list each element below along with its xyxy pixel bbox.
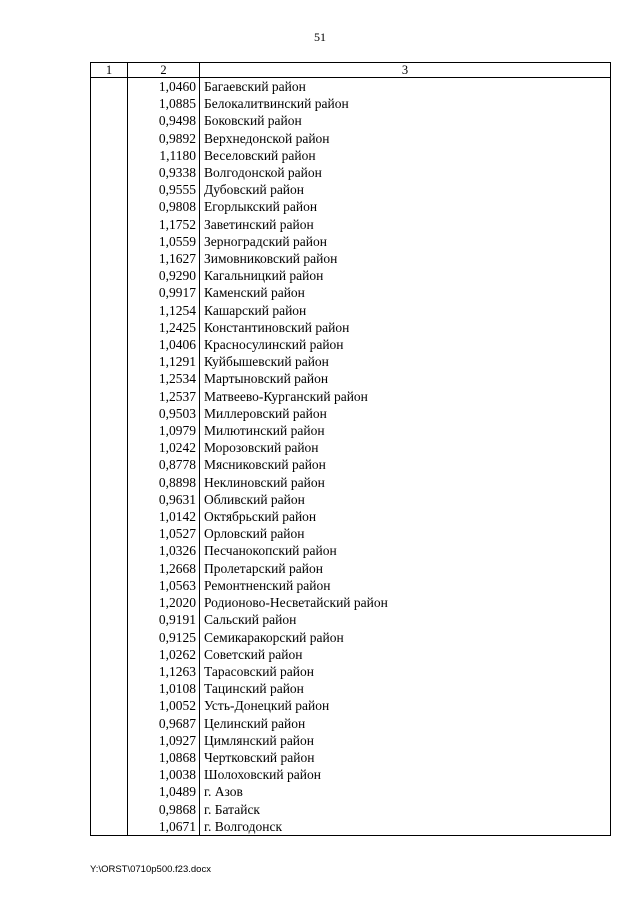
table-row bbox=[91, 646, 611, 663]
table-row bbox=[91, 95, 611, 112]
cell-index bbox=[91, 491, 128, 508]
cell-coefficient: 1,0262 bbox=[128, 646, 200, 663]
cell-municipality-name: Багаевский район bbox=[200, 78, 611, 96]
cell-municipality-name: Зимовниковский район bbox=[200, 250, 611, 267]
cell-index bbox=[91, 577, 128, 594]
cell-municipality-name: Ремонтненский район bbox=[200, 577, 611, 594]
table-row bbox=[91, 233, 611, 250]
cell-municipality-name: Орловский район bbox=[200, 525, 611, 542]
cell-municipality-name: Сальский район bbox=[200, 611, 611, 628]
cell-coefficient: 1,0868 bbox=[128, 749, 200, 766]
cell-index bbox=[91, 697, 128, 714]
table-row bbox=[91, 525, 611, 542]
cell-index bbox=[91, 216, 128, 233]
cell-coefficient: 1,1180 bbox=[128, 147, 200, 164]
column-header-3: 3 bbox=[200, 63, 611, 78]
cell-coefficient: 1,1254 bbox=[128, 302, 200, 319]
cell-index bbox=[91, 267, 128, 284]
cell-coefficient: 1,0927 bbox=[128, 732, 200, 749]
cell-municipality-name: Цимлянский район bbox=[200, 732, 611, 749]
cell-coefficient: 1,0559 bbox=[128, 233, 200, 250]
cell-index bbox=[91, 663, 128, 680]
cell-index bbox=[91, 680, 128, 697]
cell-municipality-name: Куйбышевский район bbox=[200, 353, 611, 370]
cell-municipality-name: Чертковский район bbox=[200, 749, 611, 766]
cell-municipality-name: Родионово-Несветайский район bbox=[200, 594, 611, 611]
cell-municipality-name: Верхнедонской район bbox=[200, 130, 611, 147]
cell-municipality-name: Кагальницкий район bbox=[200, 267, 611, 284]
table-row bbox=[91, 801, 611, 818]
cell-index bbox=[91, 164, 128, 181]
table-row bbox=[91, 284, 611, 301]
table-row bbox=[91, 577, 611, 594]
table-row bbox=[91, 267, 611, 284]
cell-coefficient: 0,9125 bbox=[128, 629, 200, 646]
cell-coefficient: 0,9917 bbox=[128, 284, 200, 301]
cell-municipality-name: Белокалитвинский район bbox=[200, 95, 611, 112]
cell-index bbox=[91, 405, 128, 422]
table-row bbox=[91, 456, 611, 473]
cell-coefficient: 1,0885 bbox=[128, 95, 200, 112]
column-header-1: 1 bbox=[91, 63, 128, 78]
cell-index bbox=[91, 78, 128, 96]
cell-municipality-name: Семикаракорский район bbox=[200, 629, 611, 646]
cell-index bbox=[91, 646, 128, 663]
cell-index bbox=[91, 542, 128, 559]
cell-coefficient: 1,1263 bbox=[128, 663, 200, 680]
table-row bbox=[91, 439, 611, 456]
cell-index bbox=[91, 319, 128, 336]
cell-coefficient: 0,9808 bbox=[128, 198, 200, 215]
column-header-2: 2 bbox=[128, 63, 200, 78]
cell-index bbox=[91, 422, 128, 439]
cell-index bbox=[91, 766, 128, 783]
cell-index bbox=[91, 388, 128, 405]
cell-index bbox=[91, 353, 128, 370]
cell-index bbox=[91, 594, 128, 611]
cell-index bbox=[91, 783, 128, 800]
cell-municipality-name: Боковский район bbox=[200, 112, 611, 129]
table-row bbox=[91, 783, 611, 800]
cell-coefficient: 1,0242 bbox=[128, 439, 200, 456]
cell-municipality-name: Усть-Донецкий район bbox=[200, 697, 611, 714]
cell-municipality-name: Неклиновский район bbox=[200, 474, 611, 491]
table-row bbox=[91, 353, 611, 370]
cell-index bbox=[91, 508, 128, 525]
table-row bbox=[91, 319, 611, 336]
cell-coefficient: 1,0108 bbox=[128, 680, 200, 697]
cell-coefficient: 1,2534 bbox=[128, 370, 200, 387]
cell-index bbox=[91, 611, 128, 628]
cell-index bbox=[91, 112, 128, 129]
cell-coefficient: 1,0460 bbox=[128, 78, 200, 96]
table-row bbox=[91, 663, 611, 680]
table-row bbox=[91, 491, 611, 508]
table-row bbox=[91, 302, 611, 319]
cell-index bbox=[91, 629, 128, 646]
cell-index bbox=[91, 284, 128, 301]
cell-coefficient: 0,9191 bbox=[128, 611, 200, 628]
cell-coefficient: 1,2425 bbox=[128, 319, 200, 336]
cell-index bbox=[91, 370, 128, 387]
cell-coefficient: 0,8778 bbox=[128, 456, 200, 473]
cell-municipality-name: Мартыновский район bbox=[200, 370, 611, 387]
cell-index bbox=[91, 801, 128, 818]
table-row bbox=[91, 629, 611, 646]
cell-municipality-name: Веселовский район bbox=[200, 147, 611, 164]
table-row bbox=[91, 130, 611, 147]
cell-coefficient: 0,9892 bbox=[128, 130, 200, 147]
table-row bbox=[91, 560, 611, 577]
table-row bbox=[91, 474, 611, 491]
document-file-path: Y:\ORST\0710p500.f23.docx bbox=[90, 864, 211, 875]
table-row bbox=[91, 749, 611, 766]
cell-index bbox=[91, 198, 128, 215]
cell-index bbox=[91, 147, 128, 164]
cell-municipality-name: Миллеровский район bbox=[200, 405, 611, 422]
cell-index bbox=[91, 732, 128, 749]
cell-coefficient: 1,2537 bbox=[128, 388, 200, 405]
table-row bbox=[91, 611, 611, 628]
cell-index bbox=[91, 715, 128, 732]
cell-coefficient: 1,0671 bbox=[128, 818, 200, 836]
cell-coefficient: 0,9290 bbox=[128, 267, 200, 284]
cell-municipality-name: Тацинский район bbox=[200, 680, 611, 697]
cell-municipality-name: Константиновский район bbox=[200, 319, 611, 336]
cell-coefficient: 0,8898 bbox=[128, 474, 200, 491]
table-row bbox=[91, 112, 611, 129]
table-header-row bbox=[91, 63, 611, 78]
cell-index bbox=[91, 560, 128, 577]
table-row bbox=[91, 818, 611, 836]
cell-municipality-name: Пролетарский район bbox=[200, 560, 611, 577]
cell-index bbox=[91, 336, 128, 353]
coefficients-table bbox=[90, 62, 611, 836]
cell-index bbox=[91, 250, 128, 267]
table-row bbox=[91, 594, 611, 611]
cell-coefficient: 1,1627 bbox=[128, 250, 200, 267]
cell-municipality-name: Дубовский район bbox=[200, 181, 611, 198]
cell-coefficient: 1,2020 bbox=[128, 594, 200, 611]
cell-index bbox=[91, 818, 128, 836]
cell-coefficient: 1,2668 bbox=[128, 560, 200, 577]
cell-municipality-name: Морозовский район bbox=[200, 439, 611, 456]
cell-municipality-name: Каменский район bbox=[200, 284, 611, 301]
cell-municipality-name: Милютинский район bbox=[200, 422, 611, 439]
cell-index bbox=[91, 749, 128, 766]
cell-coefficient: 1,0052 bbox=[128, 697, 200, 714]
cell-coefficient: 0,9555 bbox=[128, 181, 200, 198]
cell-municipality-name: г. Азов bbox=[200, 783, 611, 800]
cell-municipality-name: Зерноградский район bbox=[200, 233, 611, 250]
table-row bbox=[91, 715, 611, 732]
table-row bbox=[91, 336, 611, 353]
cell-coefficient: 1,0142 bbox=[128, 508, 200, 525]
cell-coefficient: 1,1291 bbox=[128, 353, 200, 370]
table-row bbox=[91, 732, 611, 749]
cell-coefficient: 1,0326 bbox=[128, 542, 200, 559]
table-row bbox=[91, 680, 611, 697]
cell-coefficient: 0,9503 bbox=[128, 405, 200, 422]
cell-municipality-name: Целинский район bbox=[200, 715, 611, 732]
cell-coefficient: 1,0406 bbox=[128, 336, 200, 353]
table-row bbox=[91, 181, 611, 198]
cell-municipality-name: Егорлыкский район bbox=[200, 198, 611, 215]
table-row bbox=[91, 370, 611, 387]
table-row bbox=[91, 216, 611, 233]
cell-coefficient: 0,9687 bbox=[128, 715, 200, 732]
cell-coefficient: 0,9338 bbox=[128, 164, 200, 181]
cell-municipality-name: Советский район bbox=[200, 646, 611, 663]
cell-municipality-name: Тарасовский район bbox=[200, 663, 611, 680]
cell-municipality-name: Матвеево-Курганский район bbox=[200, 388, 611, 405]
table-row bbox=[91, 198, 611, 215]
table-row bbox=[91, 405, 611, 422]
cell-municipality-name: Песчанокопский район bbox=[200, 542, 611, 559]
cell-coefficient: 0,9498 bbox=[128, 112, 200, 129]
cell-municipality-name: Кашарский район bbox=[200, 302, 611, 319]
cell-municipality-name: Октябрьский район bbox=[200, 508, 611, 525]
cell-municipality-name: г. Батайск bbox=[200, 801, 611, 818]
table-row bbox=[91, 697, 611, 714]
cell-municipality-name: Волгодонской район bbox=[200, 164, 611, 181]
cell-municipality-name: Заветинский район bbox=[200, 216, 611, 233]
table-row bbox=[91, 78, 611, 96]
cell-coefficient: 1,0489 bbox=[128, 783, 200, 800]
cell-index bbox=[91, 456, 128, 473]
cell-municipality-name: Красносулинский район bbox=[200, 336, 611, 353]
cell-index bbox=[91, 130, 128, 147]
cell-index bbox=[91, 95, 128, 112]
cell-index bbox=[91, 302, 128, 319]
cell-index bbox=[91, 525, 128, 542]
cell-index bbox=[91, 439, 128, 456]
cell-index bbox=[91, 474, 128, 491]
cell-coefficient: 1,0563 bbox=[128, 577, 200, 594]
cell-coefficient: 0,9868 bbox=[128, 801, 200, 818]
table-row bbox=[91, 422, 611, 439]
cell-municipality-name: Мясниковский район bbox=[200, 456, 611, 473]
cell-coefficient: 1,0979 bbox=[128, 422, 200, 439]
table-row bbox=[91, 147, 611, 164]
table-row bbox=[91, 508, 611, 525]
cell-municipality-name: г. Волгодонск bbox=[200, 818, 611, 836]
cell-coefficient: 1,0038 bbox=[128, 766, 200, 783]
table-row bbox=[91, 164, 611, 181]
table-row bbox=[91, 542, 611, 559]
cell-coefficient: 0,9631 bbox=[128, 491, 200, 508]
cell-municipality-name: Шолоховский район bbox=[200, 766, 611, 783]
page-number: 51 bbox=[314, 30, 326, 44]
table-row bbox=[91, 388, 611, 405]
cell-index bbox=[91, 233, 128, 250]
table-row bbox=[91, 250, 611, 267]
table-row bbox=[91, 766, 611, 783]
cell-coefficient: 1,0527 bbox=[128, 525, 200, 542]
cell-index bbox=[91, 181, 128, 198]
cell-municipality-name: Обливский район bbox=[200, 491, 611, 508]
cell-coefficient: 1,1752 bbox=[128, 216, 200, 233]
